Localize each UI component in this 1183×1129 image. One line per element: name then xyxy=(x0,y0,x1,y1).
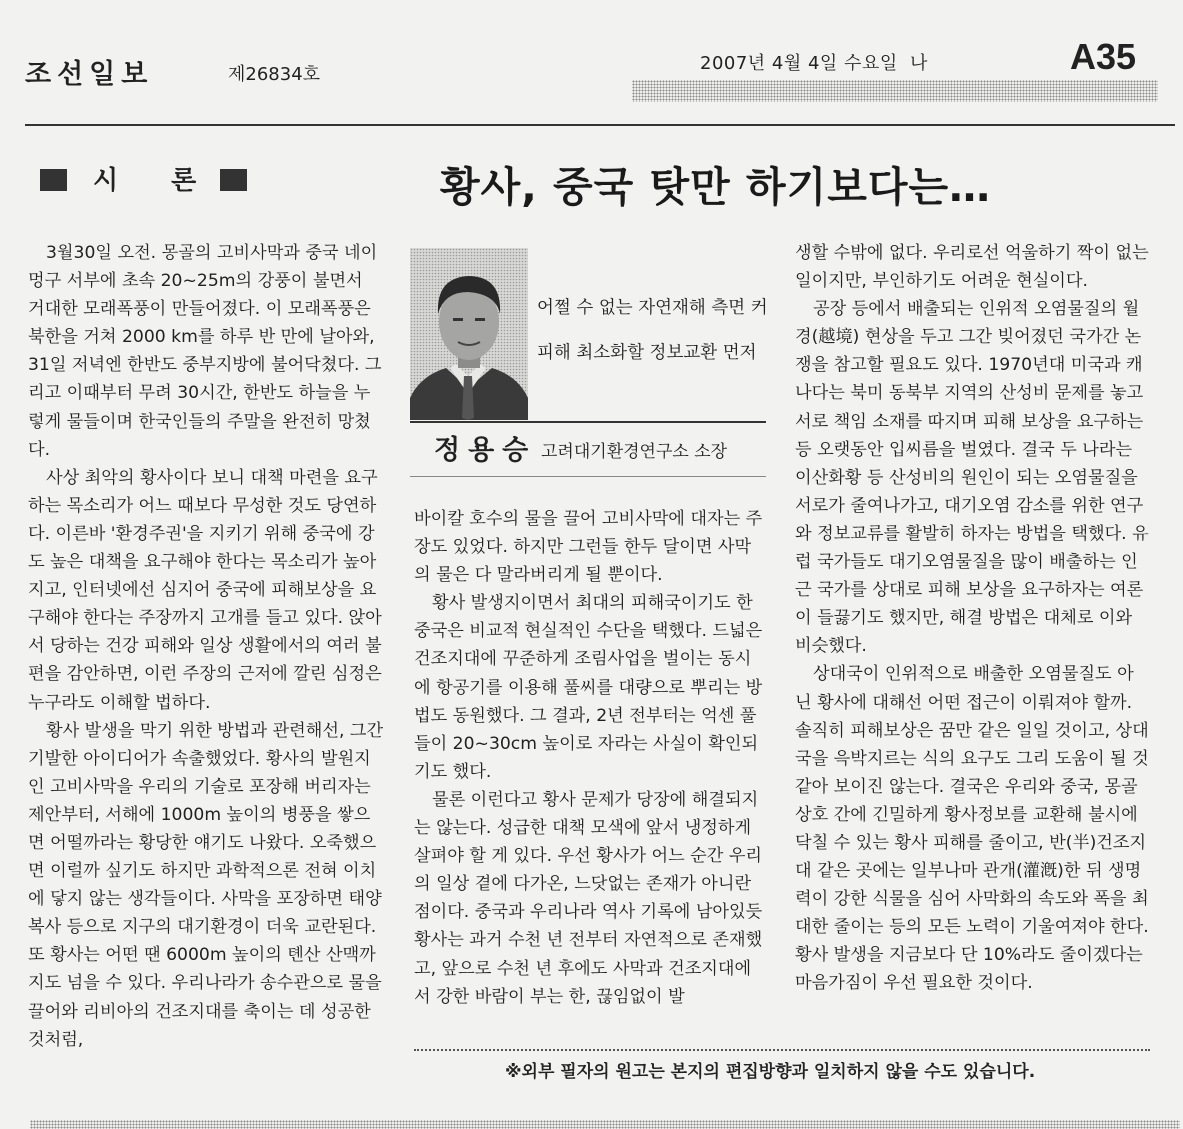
author-bottom-rule xyxy=(410,476,766,477)
article-paragraph: 바이칼 호수의 물을 끌어 고비사막에 대자는 주장도 있었다. 하지만 그런들 한두 달이면 사막의 물은 다 말라버리게 될 뿐이다. xyxy=(414,509,763,586)
publication-date-line xyxy=(700,49,928,75)
page-number: A35 xyxy=(1070,36,1137,77)
pull-quote-line: 피해 최소화할 정보교환 먼저 xyxy=(537,343,757,363)
author-portrait xyxy=(410,248,528,420)
section-label xyxy=(40,160,247,197)
article-paragraph: 사상 최악의 황사이다 보니 대책 마련을 요구하는 목소리가 어느 때보다 무성한 것도 당연하다. 이른바 '환경주권'을 지키기 위해 중국에 강도 높은 대책을 요구해야 한다는 목소리가 높아지고, 인터넷에선 심지어 중국에 피해보상을 요구해야 한다는 주장까지 고개를 들고 있다. 앉아서 당하는 건강 피해와 일상 생활에서의 여러 불편을 감안하면, 이런 주장의 근저에 깔린 심정은 누구라도 이해할 법하다. xyxy=(28,467,382,713)
article-column-1 xyxy=(28,239,384,1054)
article-headline: 황사, 중국 탓만 하기보다는… xyxy=(440,163,992,211)
article-paragraph: 생할 수밖에 없다. 우리로선 억울하기 짝이 없는 일이지만, 부인하기도 어려운 현실이다. xyxy=(795,243,1149,292)
header-rule xyxy=(25,124,1175,126)
newspaper-masthead: 조선일보 xyxy=(25,59,154,90)
section-square-right-icon xyxy=(225,169,247,191)
article-paragraph: 황사 발생지이면서 최대의 피해국이기도 한 중국은 비교적 현실적인 수단을 택했다. 드넓은 건조지대에 꾸준하게 조림사업을 벌이는 동시에 항공기를 이용해 풀씨를 대량으로 뿌리는 방법도 동원했다. 그 결과, 2년 전부터는 억센 풀들이 20~30cm 높이로 자라는 사실이 확인되기도 했다. xyxy=(414,593,763,782)
edition-mark: 나 xyxy=(909,53,928,74)
pull-quote xyxy=(537,286,777,376)
article-paragraph: 공장 등에서 배출되는 인위적 오염물질의 월경(越境) 현상을 두고 그간 빚어졌던 국가간 논쟁을 참고할 필요도 있다. 1970년대 미국과 캐나다는 북미 동북부 지역의 산성비 문제를 놓고 서로 책임 소재를 따지며 피해 보상을 요구하는 등 오랫동안 입씨름을 벌였다. 결국 두 나라는 이산화황 등 산성비의 원인이 되는 오염물질을 서로가 줄여나가고, 대기오염 감소를 위한 연구와 정보교류를 활발히 하자는 방법을 택했다. 유럽 국가들도 대기오염물질을 많이 배출하는 인근 국가를 상대로 피해 보상을 요구하자는 여론이 들끓기도 했지만, 해결 방법은 대체로 이와 비슷했다. xyxy=(795,299,1149,657)
article-paragraph: 황사 발생을 막기 위한 방법과 관련해선, 그간 기발한 아이디어가 속출했었다. 황사의 발원지인 고비사막을 우리의 기술로 포장해 버리자는 제안부터, 서해에 1000m 높이의 병풍을 쌓으면 어떨까라는 황당한 얘기도 나왔다. 오죽했으면 이럴까 싶기도 하지만 과학적으론 전혀 이치에 닿지 않는 생각들이다. 사막을 포장하면 태양 복사 등으로 지구의 대기환경이 더욱 교란된다. 또 황사는 어떤 땐 6000m 높이의 톈산 산맥까지도 넘을 수 있다. 우리나라가 송수관으로 물을 끌어와 리비아의 건조지대를 축이는 데 성공한 것처럼, xyxy=(28,720,384,1050)
header-halftone-bar xyxy=(632,80,1158,102)
author-title: 고려대기환경연구소 소장 xyxy=(541,442,728,462)
disclaimer-rule xyxy=(414,1049,1150,1051)
article-paragraph: 상대국이 인위적으로 배출한 오염물질도 아닌 황사에 대해선 어떤 접근이 이뤄져야 할까. 솔직히 피해보상은 꿈만 같은 일일 것이고, 상대국을 윽박지르는 식의 요구도 그리 도움이 될 것 같아 보이진 않는다. 결국은 우리와 중국, 몽골 상호 간에 긴밀하게 황사정보를 교환해 불시에 닥칠 수 있는 황사 피해를 줄이고, 반(半)건조지대 같은 곳에는 일부나마 관개(灌漑)한 뒤 생명력이 강한 식물을 심어 사막화의 속도와 폭을 최대한 줄이는 등의 모든 노력이 기울여져야 한다. 황사 발생을 지금보다 단 10%라도 줄이겠다는 마음가짐이 우선 필요한 것이다. xyxy=(795,664,1149,994)
author-name: 정용승 xyxy=(434,435,537,466)
author-rule xyxy=(410,421,766,423)
article-paragraph: 물론 이런다고 황사 문제가 당장에 해결되지는 않는다. 성급한 대책 모색에 앞서 냉정하게 살펴야 할 게 있다. 우선 황사가 어느 순간 우리의 일상 곁에 다가온, 느닷없는 존재가 아니란 점이다. 중국과 우리나라 역사 기록에 남아있듯 황사는 과거 수천 년 전부터 자연적으로 존재했고, 앞으로 수천 년 후에도 사막과 건조지대에서 강한 바람이 부는 한, 끊임없이 발 xyxy=(414,789,763,1007)
article-column-2 xyxy=(414,505,766,1011)
footer-halftone-bar xyxy=(30,1120,1180,1129)
editorial-disclaimer: ※외부 필자의 원고는 본지의 편집방향과 일치하지 않을 수도 있습니다. xyxy=(505,1062,1036,1082)
article-paragraph: 3월30일 오전. 몽골의 고비사막과 중국 네이멍구 서부에 초속 20~25m의 강풍이 불면서 거대한 모래폭풍이 만들어졌다. 이 모래폭풍은 북한을 거쳐 2000 km를 하루 반 만에 날아와, 31일 저녁엔 한반도 중부지방에 불어닥쳤다. 그리고 이때부터 무려 30시간, 한반도 하늘을 누렇게 물들이며 한국인들의 주말을 완전히 망쳤다. xyxy=(28,243,382,460)
article-column-3 xyxy=(795,239,1150,998)
section-bar-left-icon xyxy=(62,169,67,191)
section-label-text: 시 론 xyxy=(93,166,219,196)
pull-quote-line: 어쩔 수 없는 자연재해 측면 커 xyxy=(537,298,768,318)
section-square-left-icon xyxy=(40,169,62,191)
issue-number: 제26834호 xyxy=(228,64,321,85)
publication-date: 2007년 4월 4일 수요일 xyxy=(700,53,898,74)
